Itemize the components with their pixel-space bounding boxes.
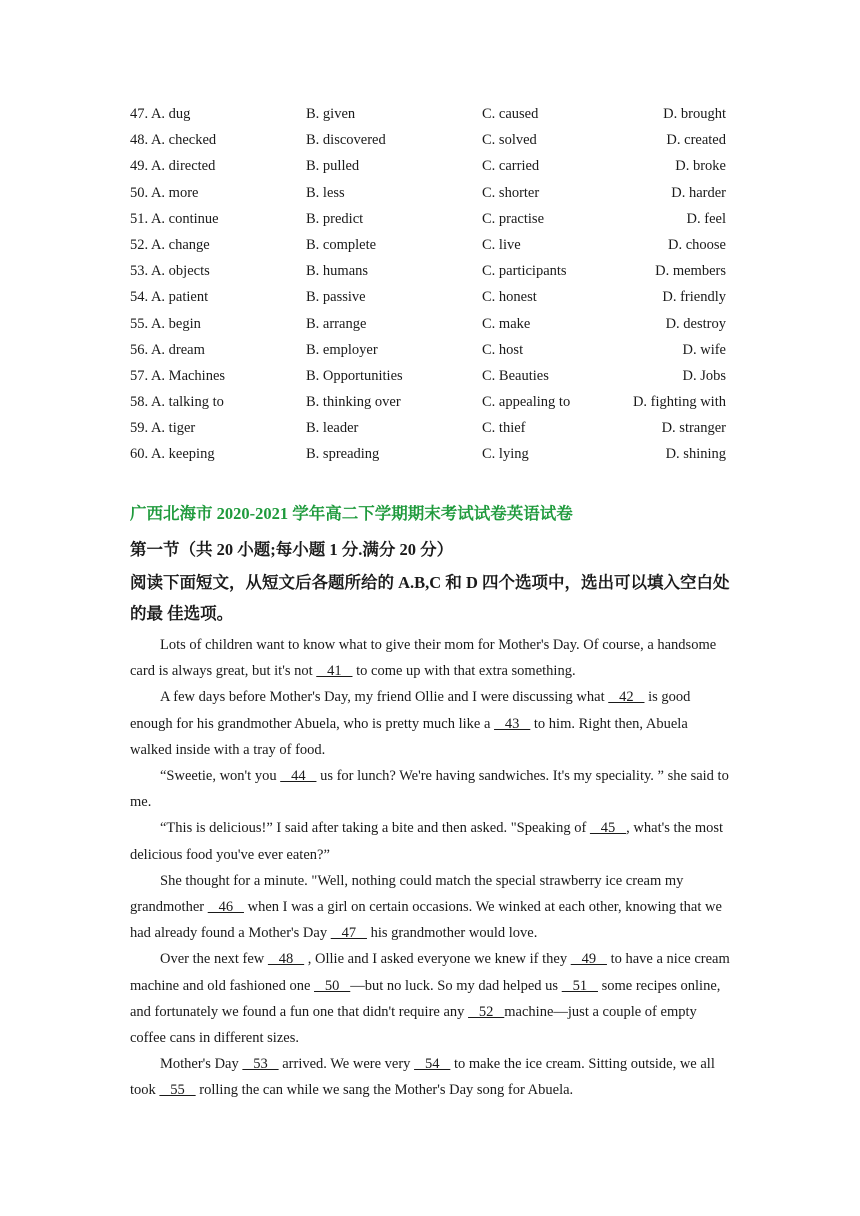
option-a: 51. A. continue	[130, 210, 219, 227]
option-a: 54. A. patient	[130, 289, 209, 306]
blank-54: 54	[414, 1056, 451, 1073]
option-c: C. carried	[482, 158, 540, 175]
option-a: 59. A. tiger	[130, 420, 196, 437]
option-row-57	[130, 363, 730, 389]
option-d: D. stranger	[661, 420, 726, 437]
option-a: 57. A. Machines	[130, 367, 226, 384]
blank-50: 50	[314, 977, 351, 994]
option-d: D. created	[666, 132, 726, 149]
paragraph-2: A few days before Mother's Day, my friend Ollie and I were discussing what 42 is good enough for his grandmother Abuela, who is pretty much like a 43 to him. Right then, Abuela walked inside with a tray of food.	[130, 689, 691, 758]
option-b: B. arrange	[306, 315, 367, 332]
option-c: C. make	[482, 315, 531, 332]
option-d: D. Jobs	[682, 367, 726, 384]
blank-47: 47	[330, 925, 367, 942]
option-a: 53. A. objects	[130, 263, 210, 280]
option-row-49	[130, 153, 730, 179]
option-a: 49. A. directed	[130, 158, 216, 175]
option-c: C. solved	[482, 132, 537, 149]
option-row-48	[130, 127, 730, 153]
option-c: C. Beauties	[482, 367, 549, 384]
option-b: B. given	[306, 106, 356, 122]
paragraph-7: Mother's Day 53 arrived. We were very 54 to make the ice cream. Sitting outside, we all took 55 rolling the can while we sang the Mother's Day song for Abuela.	[130, 1056, 715, 1099]
option-row-54	[130, 284, 730, 310]
option-row-53	[130, 258, 730, 284]
option-c: C. thief	[482, 420, 526, 437]
option-d: D. harder	[671, 184, 726, 201]
option-d: D. feel	[686, 210, 726, 227]
option-row-56	[130, 337, 730, 363]
option-b: B. thinking over	[306, 394, 401, 411]
option-a: 47. A. dug	[130, 106, 191, 122]
option-b: B. pulled	[306, 158, 360, 175]
option-a: 48. A. checked	[130, 132, 217, 149]
blank-55: 55	[159, 1082, 196, 1099]
option-d: D. fighting with	[632, 394, 726, 411]
option-a: 52. A. change	[130, 236, 210, 253]
paragraph-5: She thought for a minute. "Well, nothing could match the special strawberry ice cream my grandmother 46 when I was a girl on certain occasions. We winked at each other, knowing that we had already found a Mother's Day 47 his grandmother would love.	[130, 872, 722, 942]
paragraph-1: Lots of children want to know what to give their mom for Mother's Day. Of course, a handsome card is always great, but it's not 41 to come up with that extra something.	[130, 637, 717, 680]
option-c: C. shorter	[482, 184, 540, 201]
section-heading: 第一节（共 20 小题;每小题 1 分.满分 20 分）	[130, 540, 454, 559]
option-b: B. humans	[306, 263, 369, 280]
option-b: B. less	[306, 184, 345, 201]
paragraph-3: “Sweetie, won't you 44 us for lunch? We're having sandwiches. It's my speciality. ” she said to me.	[130, 768, 729, 811]
option-c: C. lying	[482, 446, 529, 463]
option-d: D. friendly	[662, 289, 726, 306]
section-instruction: 阅读下面短文，从短文后各题所给的 A.B,C 和 D 四个选项中，选出可以填入空白处的最 佳选项。	[130, 573, 730, 623]
option-b: B. leader	[306, 420, 359, 437]
paragraph-4: “This is delicious!” I said after taking a bite and then asked. "Speaking of 45 , what's the most delicious food you've ever eaten?”	[130, 820, 724, 863]
option-b: B. complete	[306, 236, 377, 253]
option-d: D. shining	[665, 446, 726, 463]
blank-51: 51	[561, 977, 598, 994]
option-c: C. caused	[482, 106, 539, 122]
option-b: B. spreading	[306, 446, 380, 463]
option-c: C. appealing to	[482, 394, 571, 411]
option-row-60	[130, 441, 730, 467]
paragraph-6: Over the next few 48 , Ollie and I asked everyone we knew if they 49 to have a nice cream machine and old fashioned one 50 —but no luck. So my dad helped us 51 some recipes online, and fortunately we found a fun one that didn't require any 52 machine—just a couple of empty coffee cans in different sizes.	[130, 951, 730, 1047]
blank-46: 46	[207, 899, 244, 916]
cloze-passage	[130, 632, 730, 1104]
blank-45: 45	[589, 820, 627, 837]
option-row-50	[130, 180, 730, 206]
option-row-47	[130, 101, 730, 127]
option-a: 50. A. more	[130, 184, 199, 201]
option-d: D. members	[655, 263, 726, 280]
option-a: 58. A. talking to	[130, 394, 224, 411]
option-c: C. live	[482, 236, 521, 253]
option-c: C. participants	[482, 263, 567, 280]
option-d: D. brought	[663, 106, 726, 122]
option-row-52	[130, 232, 730, 258]
option-a: 60. A. keeping	[130, 446, 215, 463]
option-c: C. host	[482, 341, 524, 358]
option-d: D. wife	[682, 341, 726, 358]
blank-41: 41	[316, 663, 353, 680]
option-a: 56. A. dream	[130, 341, 205, 358]
option-b: B. predict	[306, 210, 364, 227]
blank-43: 43	[494, 715, 531, 732]
option-d: D. broke	[675, 158, 726, 175]
blank-44: 44	[280, 768, 317, 785]
option-b: B. Opportunities	[306, 367, 403, 384]
option-c: C. honest	[482, 289, 537, 306]
option-row-58	[130, 389, 730, 415]
option-d: D. destroy	[665, 315, 726, 332]
blank-48: 48	[267, 951, 305, 968]
option-d: D. choose	[668, 236, 726, 253]
option-c: C. practise	[482, 210, 545, 227]
option-b: B. discovered	[306, 132, 386, 149]
option-b: B. employer	[306, 341, 378, 358]
option-row-59	[130, 415, 730, 441]
blank-42: 42	[608, 689, 645, 706]
option-b: B. passive	[306, 289, 366, 306]
option-a: 55. A. begin	[130, 315, 201, 332]
answer-options-list	[130, 101, 730, 468]
blank-52: 52	[468, 1003, 505, 1020]
blank-49: 49	[570, 951, 607, 968]
exam-title: 广西北海市 2020-2021 学年高二下学期期末考试试卷英语试卷	[130, 504, 573, 523]
option-row-51	[130, 206, 730, 232]
option-row-55	[130, 311, 730, 337]
blank-53: 53	[242, 1056, 279, 1073]
